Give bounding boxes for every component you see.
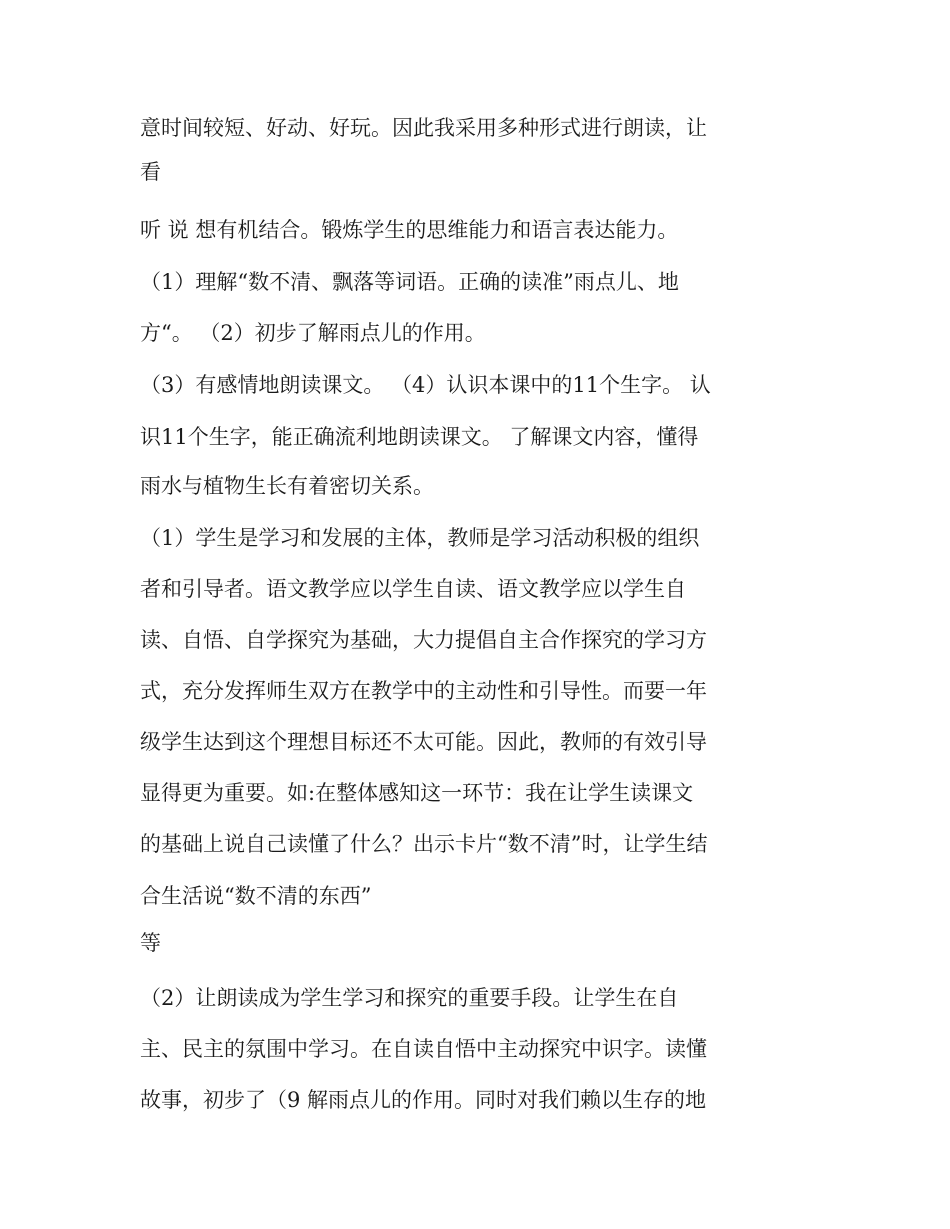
- text-line: 识11个生字，能正确流利地朗读课文。 了解课文内容，懂得: [140, 425, 699, 449]
- text-line: （1）理解“数不清、飘落等词语。正确的读准”雨点儿、地: [140, 270, 679, 294]
- text-line: （3）有感情地朗读课文。 （4）认识本课中的11个生字。 认: [140, 373, 711, 397]
- text-line: （2）让朗读成为学生学习和探究的重要手段。让学生在自: [140, 986, 679, 1010]
- text-line: 看: [140, 160, 161, 184]
- text-line: 合生活说“数不清的东西”: [140, 884, 372, 908]
- text-line: 方“。 （2）初步了解雨点儿的作用。: [140, 321, 486, 345]
- text-line: 等: [140, 931, 161, 955]
- text-line: 主、民主的氛围中学习。在自读自悟中主动探究中识字。读懂: [140, 1037, 707, 1061]
- text-line: 意时间较短、好动、好玩。因此我采用多种形式进行朗读，让: [140, 116, 707, 140]
- text-line: 雨水与植物生长有着密切关系。: [140, 474, 434, 498]
- text-line: 听 说 想有机结合。锻炼学生的思维能力和语言表达能力。: [140, 218, 679, 242]
- text-line: 级学生达到这个理想目标还不太可能。因此，教师的有效引导: [140, 730, 707, 754]
- text-line: 读、自悟、自学探究为基础，大力提倡自主合作探究的学习方: [140, 628, 707, 652]
- text-line: 故事，初步了（9 解雨点儿的作用。同时对我们赖以生存的地: [140, 1088, 707, 1112]
- text-line: 显得更为重要。如:在整体感知这一环节：我在让学生读课文: [140, 781, 694, 805]
- text-line: 者和引导者。语文教学应以学生自读、语文教学应以学生自: [140, 577, 686, 601]
- text-line: （1）学生是学习和发展的主体，教师是学习活动积极的组织: [140, 526, 700, 550]
- text-line: 式，充分发挥师生双方在教学中的主动性和引导性。而要一年: [140, 679, 707, 703]
- text-line: 的基础上说自己读懂了什么？出示卡片“数不清”时，让学生结: [140, 832, 708, 856]
